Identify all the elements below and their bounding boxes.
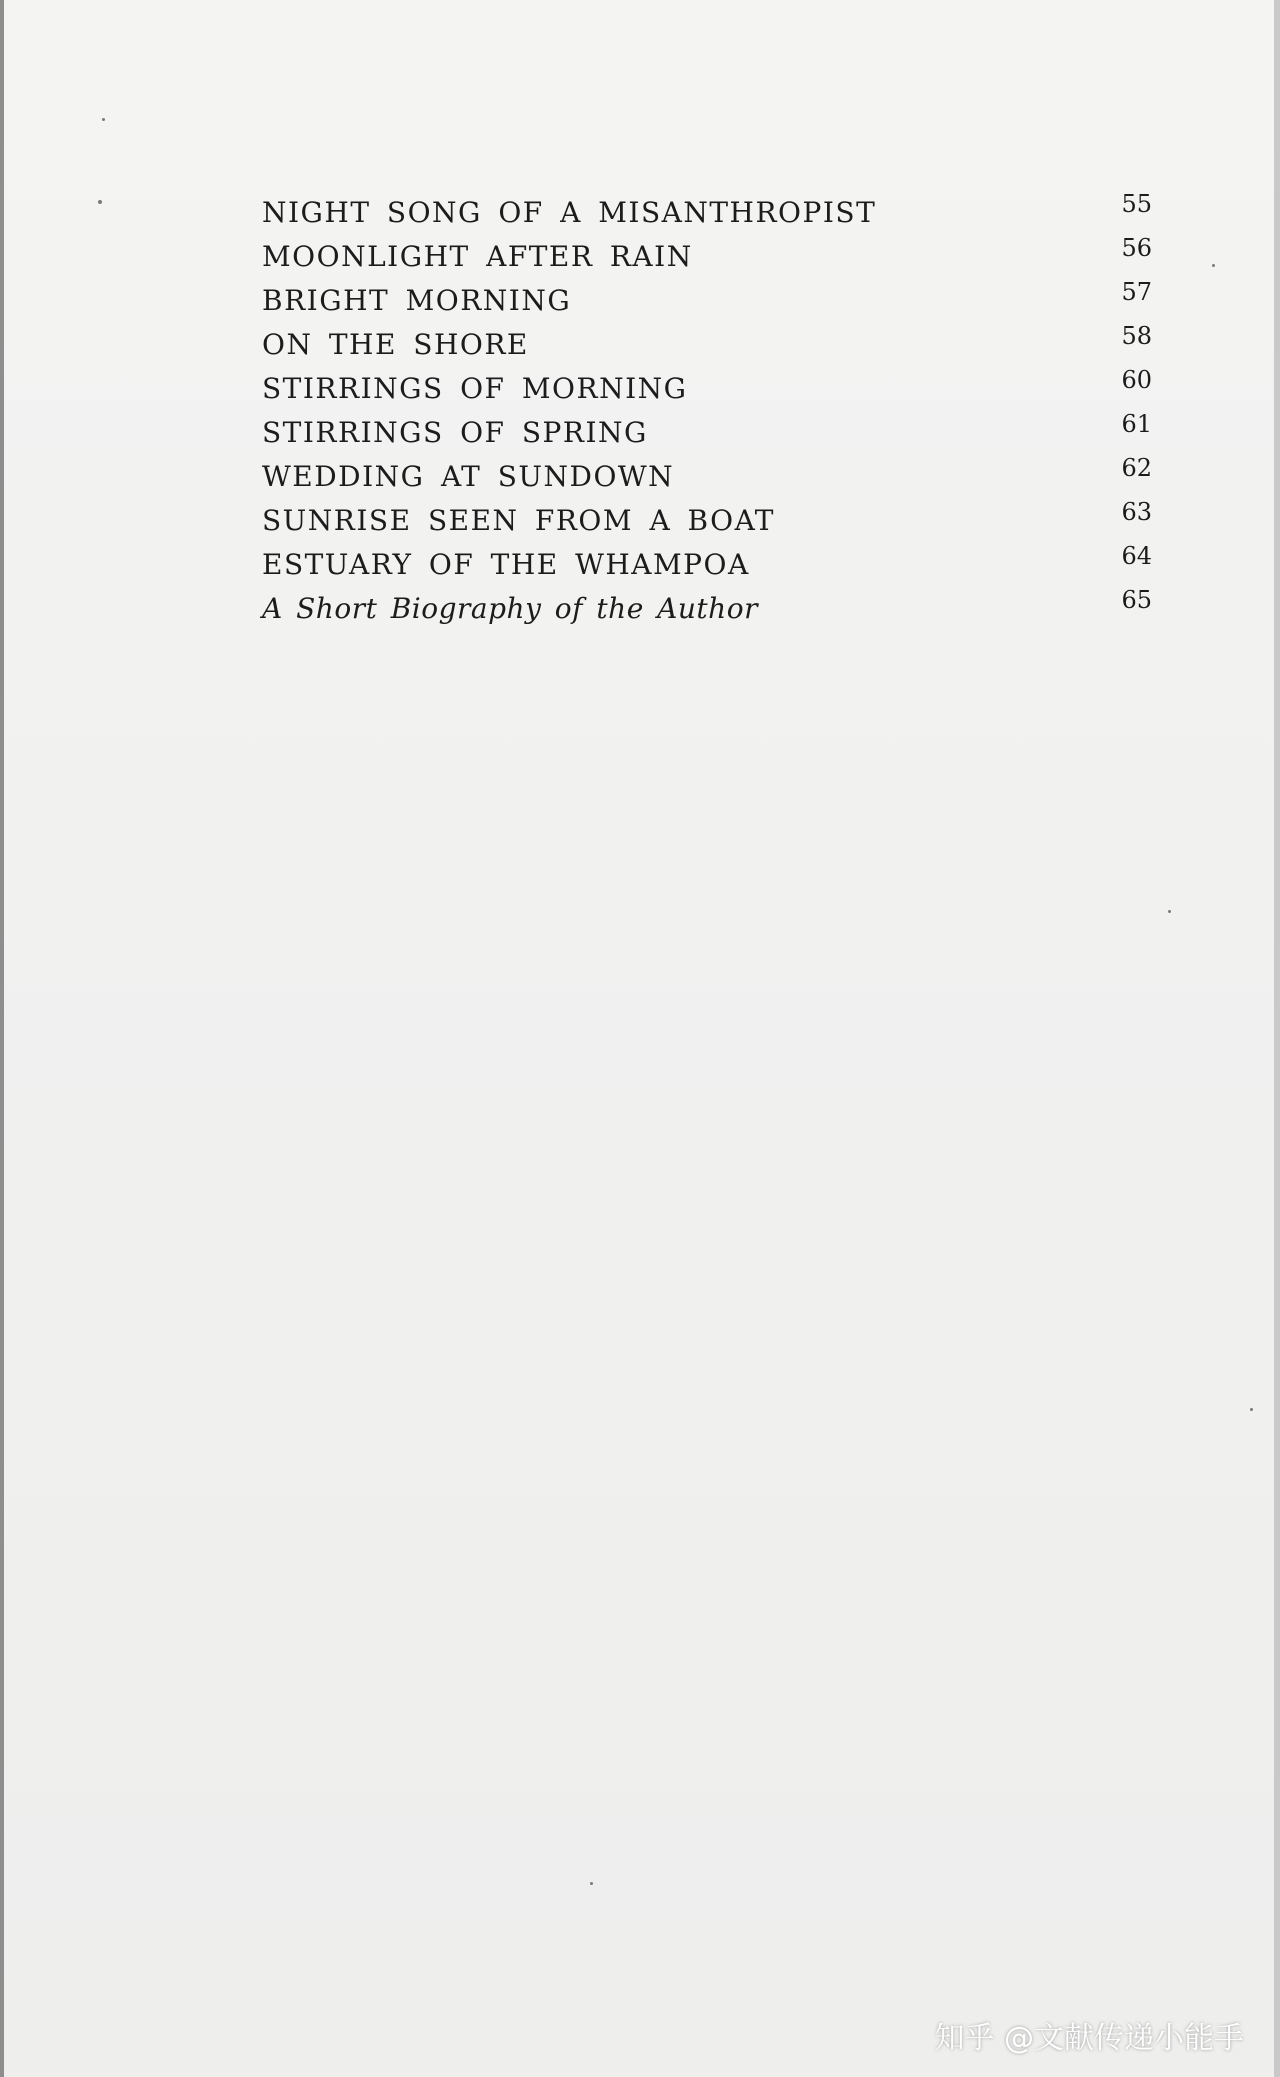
toc-entry-page: 62 [1121,454,1152,482]
toc-entry-page: 63 [1121,498,1152,526]
toc-entry-title: WEDDING AT SUNDOWN [262,460,675,493]
toc-entry [262,410,1152,460]
toc-entry-page: 61 [1121,410,1152,438]
toc-entry-title: MOONLIGHT AFTER RAIN [262,240,693,273]
scan-speck [98,200,102,204]
scan-speck [1250,1408,1253,1411]
toc-entry-page: 58 [1121,322,1152,350]
scan-speck [590,1882,593,1885]
toc-entry [262,454,1152,504]
toc-entry-title: STIRRINGS OF MORNING [262,372,688,405]
page-edge-right [1274,0,1280,2077]
watermark: 知乎 @文献传递小能手 [934,2021,1244,2056]
toc-entry [262,586,1152,636]
toc-entry [262,234,1152,284]
scan-speck [1212,264,1215,267]
toc-entry [262,366,1152,416]
table-of-contents [262,190,1152,636]
toc-entry [262,498,1152,548]
scan-speck [102,118,105,121]
toc-entry-page: 64 [1121,542,1152,570]
toc-entry-title: SUNRISE SEEN FROM A BOAT [262,504,775,537]
toc-entry-page: 57 [1121,278,1152,306]
toc-entry-title: ESTUARY OF THE WHAMPOA [262,548,750,581]
toc-entry-page: 55 [1121,190,1152,218]
toc-entry [262,278,1152,328]
toc-entry [262,322,1152,372]
toc-entry-title: ON THE SHORE [262,328,529,361]
toc-entry-page: 60 [1121,366,1152,394]
toc-entry-title: A Short Biography of the Author [262,592,758,625]
toc-entry-title: NIGHT SONG OF A MISANTHROPIST [262,196,877,229]
toc-entry-title: BRIGHT MORNING [262,284,572,317]
toc-entry [262,542,1152,592]
toc-entry-title: STIRRINGS OF SPRING [262,416,648,449]
page-edge-shadow [0,0,4,2077]
toc-entry [262,190,1152,240]
scan-speck [1168,910,1171,913]
toc-entry-page: 65 [1121,586,1152,614]
toc-entry-page: 56 [1121,234,1152,262]
